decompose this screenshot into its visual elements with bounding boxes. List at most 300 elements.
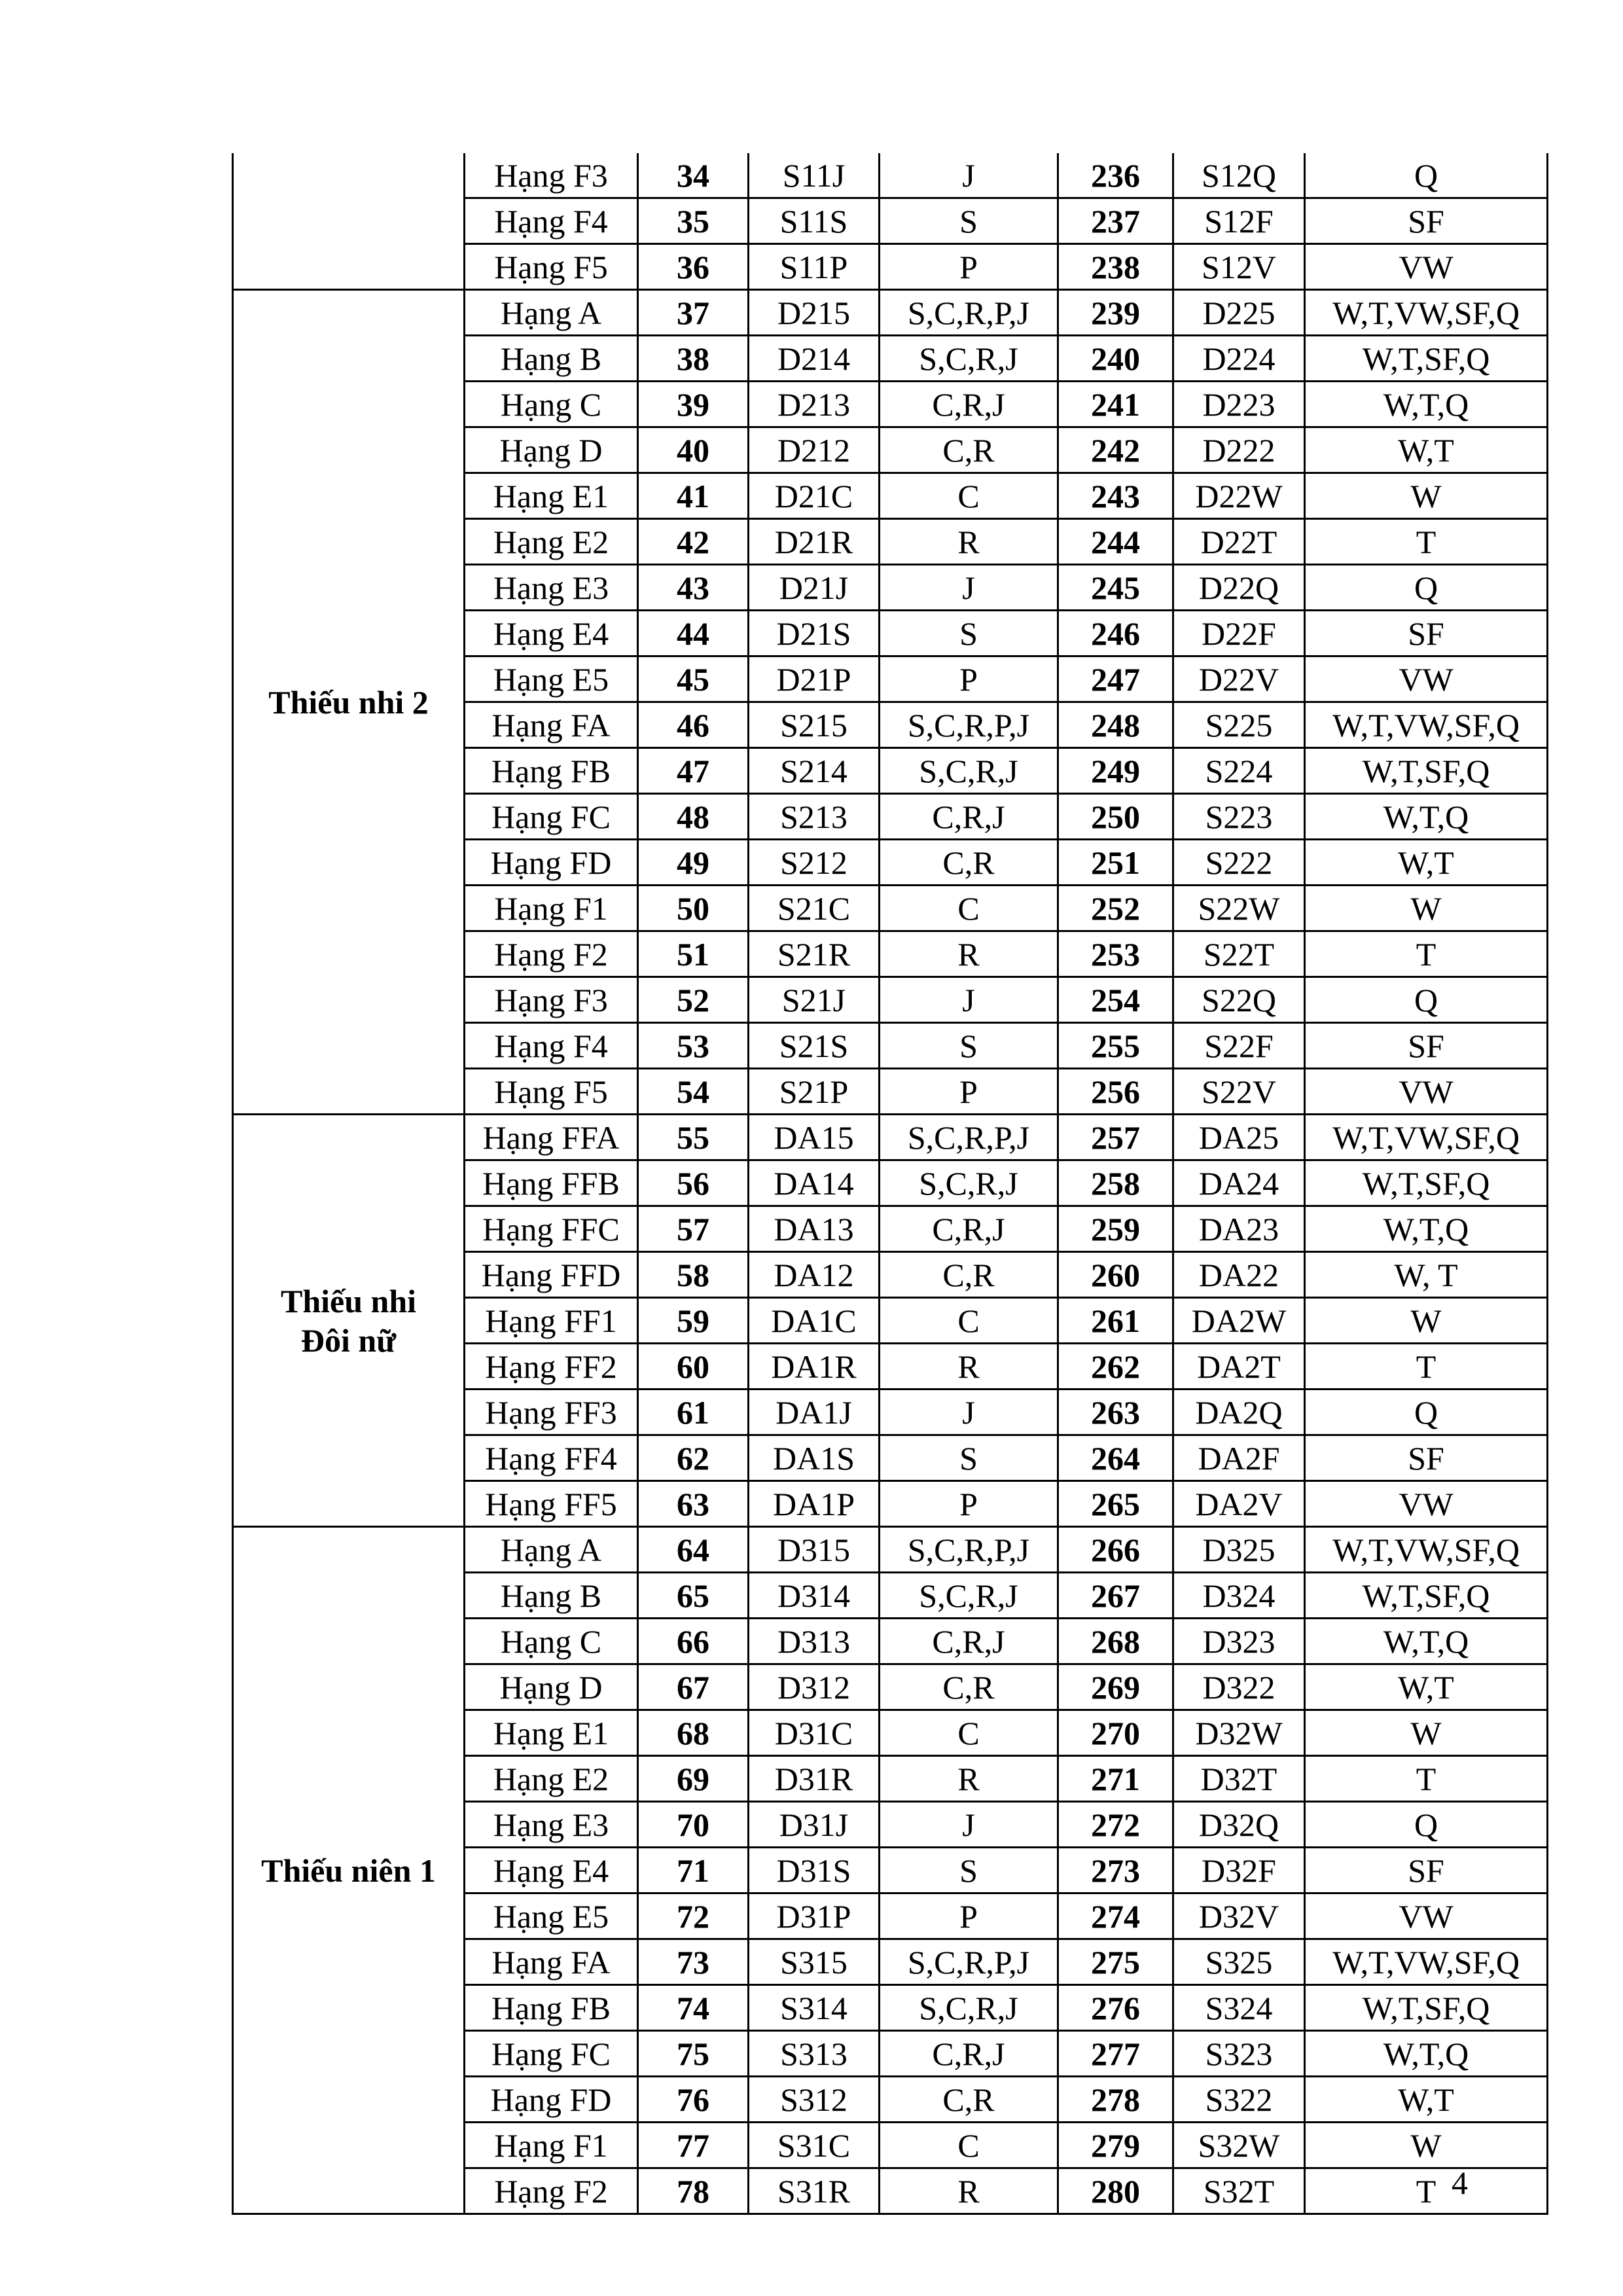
code-cell-1: S21P (749, 1069, 880, 1115)
event-number-2: 246 (1058, 611, 1173, 656)
dances-cell-2: T (1305, 2168, 1548, 2214)
code-cell-1: S31R (749, 2168, 880, 2214)
event-number-2: 278 (1058, 2077, 1173, 2123)
event-number-2: 270 (1058, 1710, 1173, 1756)
class-cell: Hạng FFA (465, 1115, 638, 1160)
event-number-2: 269 (1058, 1664, 1173, 1710)
event-number-1: 37 (638, 290, 749, 336)
event-number-1: 39 (638, 382, 749, 427)
code-cell-1: S312 (749, 2077, 880, 2123)
class-cell: Hạng FF3 (465, 1390, 638, 1435)
code-cell-1: DA13 (749, 1206, 880, 1252)
dances-cell-1: R (880, 1344, 1058, 1390)
code-cell-1: S213 (749, 794, 880, 840)
dances-cell-2: Q (1305, 977, 1548, 1023)
dances-cell-2: W,T,SF,Q (1305, 336, 1548, 382)
event-number-2: 255 (1058, 1023, 1173, 1069)
dances-cell-1: S (880, 1023, 1058, 1069)
event-number-1: 70 (638, 1802, 749, 1848)
dances-cell-2: W,T,Q (1305, 382, 1548, 427)
event-number-2: 249 (1058, 748, 1173, 794)
class-cell: Hạng FF4 (465, 1435, 638, 1481)
class-cell: Hạng E3 (465, 1802, 638, 1848)
code-cell-1: S21C (749, 886, 880, 931)
dances-cell-1: C,R,J (880, 794, 1058, 840)
dances-cell-2: SF (1305, 1848, 1548, 1893)
dances-cell-1: C,R (880, 1252, 1058, 1298)
event-number-1: 53 (638, 1023, 749, 1069)
event-number-2: 261 (1058, 1298, 1173, 1344)
code-cell-1: S215 (749, 702, 880, 748)
event-number-1: 58 (638, 1252, 749, 1298)
event-number-2: 258 (1058, 1160, 1173, 1206)
code-cell-2: D32T (1173, 1756, 1305, 1802)
code-cell-2: D223 (1173, 382, 1305, 427)
group-label-line: Thiếu nhi (280, 1282, 417, 1319)
code-cell-2: D325 (1173, 1527, 1305, 1573)
event-number-2: 276 (1058, 1985, 1173, 2031)
class-cell: Hạng E3 (465, 565, 638, 611)
code-cell-2: S224 (1173, 748, 1305, 794)
class-cell: Hạng E2 (465, 519, 638, 565)
event-number-1: 62 (638, 1435, 749, 1481)
table-row (233, 1527, 1548, 1573)
class-cell: Hạng B (465, 336, 638, 382)
dances-cell-2: W,T,SF,Q (1305, 1573, 1548, 1619)
class-cell: Hạng F2 (465, 2168, 638, 2214)
event-number-1: 66 (638, 1619, 749, 1664)
code-cell-1: S31C (749, 2123, 880, 2168)
class-cell: Hạng FF1 (465, 1298, 638, 1344)
event-code-table (232, 153, 1548, 2215)
code-cell-1: D31S (749, 1848, 880, 1893)
dances-cell-1: C,R,J (880, 1206, 1058, 1252)
code-cell-1: S21R (749, 931, 880, 977)
class-cell: Hạng F3 (465, 153, 638, 198)
class-cell: Hạng FFB (465, 1160, 638, 1206)
class-cell: Hạng E5 (465, 656, 638, 702)
event-number-1: 68 (638, 1710, 749, 1756)
event-number-2: 251 (1058, 840, 1173, 886)
event-number-2: 256 (1058, 1069, 1173, 1115)
dances-cell-1: S,C,R,J (880, 1985, 1058, 2031)
event-number-2: 254 (1058, 977, 1173, 1023)
code-cell-2: S325 (1173, 1939, 1305, 1985)
class-cell: Hạng F4 (465, 1023, 638, 1069)
event-number-2: 240 (1058, 336, 1173, 382)
dances-cell-2: Q (1305, 153, 1548, 198)
event-number-2: 280 (1058, 2168, 1173, 2214)
code-cell-2: DA2F (1173, 1435, 1305, 1481)
code-cell-2: DA24 (1173, 1160, 1305, 1206)
class-cell: Hạng E1 (465, 1710, 638, 1756)
dances-cell-2: W,T,VW,SF,Q (1305, 702, 1548, 748)
code-cell-1: D21R (749, 519, 880, 565)
dances-cell-2: SF (1305, 1435, 1548, 1481)
code-cell-2: D322 (1173, 1664, 1305, 1710)
dances-cell-1: S,C,R,P,J (880, 1115, 1058, 1160)
page-number: 4 (1452, 2164, 1468, 2201)
code-cell-1: S11S (749, 198, 880, 244)
class-cell: Hạng FF2 (465, 1344, 638, 1390)
dances-cell-1: R (880, 2168, 1058, 2214)
class-cell: Hạng FFC (465, 1206, 638, 1252)
event-number-1: 44 (638, 611, 749, 656)
code-cell-1: D31P (749, 1893, 880, 1939)
code-cell-2: D22V (1173, 656, 1305, 702)
code-cell-2: S223 (1173, 794, 1305, 840)
dances-cell-1: C (880, 1710, 1058, 1756)
dances-cell-2: Q (1305, 1390, 1548, 1435)
code-cell-1: DA1J (749, 1390, 880, 1435)
group-label-cell (233, 153, 465, 290)
event-number-1: 78 (638, 2168, 749, 2214)
event-number-1: 75 (638, 2031, 749, 2077)
dances-cell-1: S,C,R,J (880, 1160, 1058, 1206)
table-row (233, 153, 1548, 198)
code-cell-1: D31R (749, 1756, 880, 1802)
code-cell-2: S22F (1173, 1023, 1305, 1069)
class-cell: Hạng FF5 (465, 1481, 638, 1527)
dances-cell-2: W,T (1305, 840, 1548, 886)
event-number-2: 239 (1058, 290, 1173, 336)
dances-cell-2: W,T,VW,SF,Q (1305, 1115, 1548, 1160)
dances-cell-1: P (880, 656, 1058, 702)
code-cell-2: S323 (1173, 2031, 1305, 2077)
event-number-1: 72 (638, 1893, 749, 1939)
event-number-1: 52 (638, 977, 749, 1023)
class-cell: Hạng C (465, 1619, 638, 1664)
code-cell-1: D213 (749, 382, 880, 427)
group-label-cell (233, 1115, 465, 1527)
dances-cell-2: W,T,SF,Q (1305, 748, 1548, 794)
code-cell-1: S11J (749, 153, 880, 198)
code-cell-1: S315 (749, 1939, 880, 1985)
dances-cell-2: W (1305, 1298, 1548, 1344)
code-cell-1: S11P (749, 244, 880, 290)
code-cell-1: DA12 (749, 1252, 880, 1298)
code-cell-2: DA2Q (1173, 1390, 1305, 1435)
code-cell-2: S12Q (1173, 153, 1305, 198)
event-number-2: 272 (1058, 1802, 1173, 1848)
code-cell-1: D31J (749, 1802, 880, 1848)
dances-cell-2: W (1305, 473, 1548, 519)
code-cell-1: D212 (749, 427, 880, 473)
class-cell: Hạng E4 (465, 611, 638, 656)
dances-cell-1: C,R,J (880, 382, 1058, 427)
class-cell: Hạng F1 (465, 2123, 638, 2168)
code-cell-2: D32Q (1173, 1802, 1305, 1848)
dances-cell-1: R (880, 1756, 1058, 1802)
code-cell-2: D22W (1173, 473, 1305, 519)
class-cell: Hạng D (465, 427, 638, 473)
dances-cell-2: W,T,Q (1305, 1206, 1548, 1252)
dances-cell-1: C,R (880, 427, 1058, 473)
event-number-1: 34 (638, 153, 749, 198)
code-cell-1: DA15 (749, 1115, 880, 1160)
event-number-1: 63 (638, 1481, 749, 1527)
code-cell-1: D312 (749, 1664, 880, 1710)
class-cell: Hạng FFD (465, 1252, 638, 1298)
code-cell-1: DA1R (749, 1344, 880, 1390)
code-cell-2: S22V (1173, 1069, 1305, 1115)
dances-cell-2: T (1305, 931, 1548, 977)
event-number-1: 76 (638, 2077, 749, 2123)
code-cell-2: S322 (1173, 2077, 1305, 2123)
dances-cell-1: S,C,R,J (880, 748, 1058, 794)
dances-cell-2: VW (1305, 1893, 1548, 1939)
event-number-1: 49 (638, 840, 749, 886)
code-cell-1: S314 (749, 1985, 880, 2031)
event-number-1: 73 (638, 1939, 749, 1985)
event-number-2: 236 (1058, 153, 1173, 198)
event-number-2: 250 (1058, 794, 1173, 840)
dances-cell-2: W,T,Q (1305, 794, 1548, 840)
event-number-2: 279 (1058, 2123, 1173, 2168)
code-cell-1: D314 (749, 1573, 880, 1619)
event-number-1: 51 (638, 931, 749, 977)
event-number-2: 238 (1058, 244, 1173, 290)
dances-cell-1: S (880, 611, 1058, 656)
dances-cell-2: W,T,VW,SF,Q (1305, 1527, 1548, 1573)
event-number-2: 260 (1058, 1252, 1173, 1298)
code-cell-1: S214 (749, 748, 880, 794)
code-cell-2: DA25 (1173, 1115, 1305, 1160)
dances-cell-1: C,R (880, 840, 1058, 886)
dances-cell-1: S (880, 1848, 1058, 1893)
code-cell-2: D32V (1173, 1893, 1305, 1939)
class-cell: Hạng FD (465, 840, 638, 886)
class-cell: Hạng F4 (465, 198, 638, 244)
dances-cell-2: W,T (1305, 2077, 1548, 2123)
group-label-line: Thiếu nhi 2 (268, 683, 429, 721)
event-number-2: 248 (1058, 702, 1173, 748)
code-cell-2: D32W (1173, 1710, 1305, 1756)
event-number-1: 40 (638, 427, 749, 473)
class-cell: Hạng E1 (465, 473, 638, 519)
dances-cell-2: VW (1305, 656, 1548, 702)
code-cell-1: DA1S (749, 1435, 880, 1481)
event-number-1: 60 (638, 1344, 749, 1390)
code-cell-2: D324 (1173, 1573, 1305, 1619)
class-cell: Hạng F2 (465, 931, 638, 977)
dances-cell-2: W, T (1305, 1252, 1548, 1298)
dances-cell-1: C (880, 2123, 1058, 2168)
class-cell: Hạng E2 (465, 1756, 638, 1802)
dances-cell-1: C (880, 473, 1058, 519)
dances-cell-1: S,C,R,J (880, 336, 1058, 382)
dances-cell-2: SF (1305, 198, 1548, 244)
dances-cell-1: C,R,J (880, 2031, 1058, 2077)
group-label-line: Đôi nữ (300, 1321, 397, 1359)
event-number-2: 274 (1058, 1893, 1173, 1939)
event-number-2: 271 (1058, 1756, 1173, 1802)
group-label-line: Thiếu niên 1 (261, 1852, 436, 1889)
code-cell-2: S324 (1173, 1985, 1305, 2031)
code-cell-1: S313 (749, 2031, 880, 2077)
event-number-2: 252 (1058, 886, 1173, 931)
code-cell-1: D214 (749, 336, 880, 382)
event-number-1: 77 (638, 2123, 749, 2168)
code-cell-1: S212 (749, 840, 880, 886)
event-number-2: 253 (1058, 931, 1173, 977)
dances-cell-1: C,R,J (880, 1619, 1058, 1664)
event-number-2: 265 (1058, 1481, 1173, 1527)
code-cell-2: D22F (1173, 611, 1305, 656)
event-number-1: 54 (638, 1069, 749, 1115)
class-cell: Hạng B (465, 1573, 638, 1619)
event-number-2: 277 (1058, 2031, 1173, 2077)
group-label-cell (233, 1527, 465, 2214)
event-number-1: 38 (638, 336, 749, 382)
code-cell-2: D32F (1173, 1848, 1305, 1893)
event-number-2: 247 (1058, 656, 1173, 702)
code-cell-2: S32W (1173, 2123, 1305, 2168)
event-number-1: 64 (638, 1527, 749, 1573)
code-cell-1: D31C (749, 1710, 880, 1756)
dances-cell-2: W,T (1305, 1664, 1548, 1710)
dances-cell-2: W,T (1305, 427, 1548, 473)
event-number-1: 48 (638, 794, 749, 840)
event-number-1: 71 (638, 1848, 749, 1893)
class-cell: Hạng E4 (465, 1848, 638, 1893)
event-number-2: 263 (1058, 1390, 1173, 1435)
dances-cell-1: S (880, 198, 1058, 244)
code-cell-2: S12V (1173, 244, 1305, 290)
event-number-1: 56 (638, 1160, 749, 1206)
code-cell-1: DA1P (749, 1481, 880, 1527)
dances-cell-1: S,C,R,P,J (880, 1527, 1058, 1573)
table-body (233, 153, 1548, 2214)
event-number-2: 243 (1058, 473, 1173, 519)
code-cell-1: D215 (749, 290, 880, 336)
class-cell: Hạng FB (465, 1985, 638, 2031)
event-number-2: 266 (1058, 1527, 1173, 1573)
dances-cell-2: T (1305, 1344, 1548, 1390)
dances-cell-2: W,T,Q (1305, 1619, 1548, 1664)
code-cell-2: D224 (1173, 336, 1305, 382)
class-cell: Hạng F5 (465, 244, 638, 290)
class-cell: Hạng C (465, 382, 638, 427)
dances-cell-1: S,C,R,J (880, 1573, 1058, 1619)
event-number-2: 264 (1058, 1435, 1173, 1481)
event-number-2: 268 (1058, 1619, 1173, 1664)
dances-cell-1: J (880, 153, 1058, 198)
dances-cell-1: J (880, 977, 1058, 1023)
class-cell: Hạng FB (465, 748, 638, 794)
event-number-1: 50 (638, 886, 749, 931)
dances-cell-1: R (880, 519, 1058, 565)
dances-cell-1: S,C,R,P,J (880, 1939, 1058, 1985)
event-number-1: 67 (638, 1664, 749, 1710)
class-cell: Hạng F1 (465, 886, 638, 931)
code-cell-2: DA2W (1173, 1298, 1305, 1344)
dances-cell-1: C,R (880, 2077, 1058, 2123)
dances-cell-2: W (1305, 1710, 1548, 1756)
dances-cell-2: SF (1305, 1023, 1548, 1069)
dances-cell-1: S,C,R,P,J (880, 702, 1058, 748)
dances-cell-2: W,T,SF,Q (1305, 1985, 1548, 2031)
code-cell-1: S21J (749, 977, 880, 1023)
dances-cell-2: W,T,Q (1305, 2031, 1548, 2077)
event-number-1: 35 (638, 198, 749, 244)
dances-cell-1: C,R (880, 1664, 1058, 1710)
code-cell-2: DA23 (1173, 1206, 1305, 1252)
dances-cell-1: C (880, 886, 1058, 931)
dances-cell-2: VW (1305, 244, 1548, 290)
code-cell-2: DA2V (1173, 1481, 1305, 1527)
dances-cell-2: W,T,VW,SF,Q (1305, 290, 1548, 336)
class-cell: Hạng A (465, 290, 638, 336)
code-cell-2: D222 (1173, 427, 1305, 473)
dances-cell-1: S,C,R,P,J (880, 290, 1058, 336)
event-number-2: 257 (1058, 1115, 1173, 1160)
event-number-1: 55 (638, 1115, 749, 1160)
dances-cell-2: W (1305, 886, 1548, 931)
code-cell-2: S22T (1173, 931, 1305, 977)
class-cell: Hạng E5 (465, 1893, 638, 1939)
code-cell-2: S32T (1173, 2168, 1305, 2214)
dances-cell-2: VW (1305, 1481, 1548, 1527)
class-cell: Hạng FA (465, 1939, 638, 1985)
code-cell-2: D22T (1173, 519, 1305, 565)
dances-cell-2: Q (1305, 565, 1548, 611)
event-number-2: 262 (1058, 1344, 1173, 1390)
code-cell-1: DA1C (749, 1298, 880, 1344)
code-cell-1: D313 (749, 1619, 880, 1664)
dances-cell-2: T (1305, 1756, 1548, 1802)
dances-cell-2: W,T,VW,SF,Q (1305, 1939, 1548, 1985)
event-number-1: 45 (638, 656, 749, 702)
dances-cell-1: P (880, 1069, 1058, 1115)
code-cell-2: S222 (1173, 840, 1305, 886)
event-number-1: 36 (638, 244, 749, 290)
class-cell: Hạng D (465, 1664, 638, 1710)
code-cell-1: D21S (749, 611, 880, 656)
class-cell: Hạng FA (465, 702, 638, 748)
class-cell: Hạng F5 (465, 1069, 638, 1115)
dances-cell-1: C (880, 1298, 1058, 1344)
code-cell-1: D315 (749, 1527, 880, 1573)
dances-cell-1: S (880, 1435, 1058, 1481)
event-number-1: 69 (638, 1756, 749, 1802)
class-cell: Hạng A (465, 1527, 638, 1573)
dances-cell-2: T (1305, 519, 1548, 565)
event-number-2: 237 (1058, 198, 1173, 244)
code-cell-2: D22Q (1173, 565, 1305, 611)
code-cell-2: S22Q (1173, 977, 1305, 1023)
code-cell-2: S22W (1173, 886, 1305, 931)
event-number-2: 241 (1058, 382, 1173, 427)
event-number-2: 242 (1058, 427, 1173, 473)
dances-cell-1: P (880, 244, 1058, 290)
dances-cell-2: VW (1305, 1069, 1548, 1115)
table-row (233, 290, 1548, 336)
class-cell: Hạng FC (465, 2031, 638, 2077)
event-number-1: 46 (638, 702, 749, 748)
dances-cell-2: W,T,SF,Q (1305, 1160, 1548, 1206)
event-number-1: 65 (638, 1573, 749, 1619)
dances-cell-2: W (1305, 2123, 1548, 2168)
event-number-1: 59 (638, 1298, 749, 1344)
event-number-1: 43 (638, 565, 749, 611)
dances-cell-1: J (880, 565, 1058, 611)
code-cell-1: D21P (749, 656, 880, 702)
dances-cell-1: P (880, 1481, 1058, 1527)
code-cell-2: D225 (1173, 290, 1305, 336)
table-row (233, 1115, 1548, 1160)
dances-cell-1: R (880, 931, 1058, 977)
